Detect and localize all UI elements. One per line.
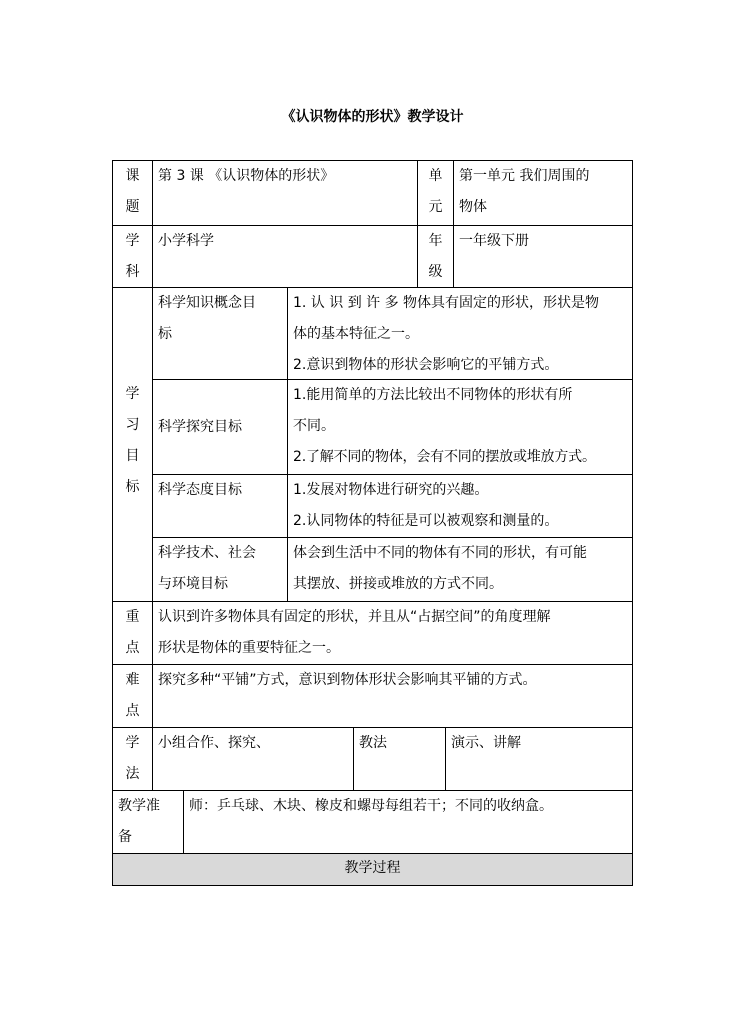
grade-value-cell <box>453 225 633 288</box>
inquiry-goal-item: 不同。 <box>293 418 335 434</box>
teach-method-value: 演示、讲解 <box>451 735 521 751</box>
difficulty-label-cell <box>112 664 153 728</box>
study-method-value: 小组合作、探究、 <box>158 735 270 751</box>
study-method-value-cell <box>152 727 354 791</box>
sts-goal-name-cell <box>152 537 288 602</box>
document-title: 《认识物体的形状》教学设计 <box>281 109 464 125</box>
attitude-goal-name: 科学态度目标 <box>158 482 242 498</box>
unit-value-cell <box>453 160 633 226</box>
key-point-line-2: 形状是物体的重要特征之一。 <box>158 640 340 656</box>
difficulty-value: 探究多种“平铺”方式，意识到物体形状会影响其平铺的方式。 <box>158 672 537 688</box>
goals-label-1: 学 <box>125 386 140 402</box>
lesson-value-cell <box>152 160 418 226</box>
lesson-label-1: 课 <box>125 168 140 184</box>
study-method-label-cell <box>112 727 153 791</box>
goals-label-2: 习 <box>125 417 140 433</box>
subject-label-1: 学 <box>125 233 140 249</box>
key-point-line-1: 认识到许多物体具有固定的形状，并且从“占据空间”的角度理解 <box>158 609 551 625</box>
goals-label-3: 目 <box>125 448 140 464</box>
inquiry-goal-name-cell <box>152 379 288 475</box>
unit-label-cell <box>417 160 454 226</box>
teach-method-value-cell <box>445 727 633 791</box>
unit-value-line-1: 第一单元 我们周围的 <box>459 168 590 184</box>
knowledge-goal-item: 体的基本特征之一。 <box>293 326 419 342</box>
attitude-goal-item: 1.发展对物体进行研究的兴趣。 <box>293 482 489 498</box>
sts-goal-name-1: 科学技术、社会 <box>158 545 256 561</box>
preparation-value: 师：乒乓球、木块、橡皮和螺母每组若干；不同的收纳盒。 <box>189 798 553 814</box>
grade-label-2: 级 <box>428 264 443 280</box>
goals-label-cell <box>112 287 153 602</box>
study-method-label-2: 法 <box>125 766 140 782</box>
inquiry-goal-name: 科学探究目标 <box>158 419 242 435</box>
lesson-value: 第 3 课 《认识物体的形状》 <box>158 168 335 184</box>
sts-goal-item: 体会到生活中不同的物体有不同的形状，有可能 <box>293 545 587 561</box>
key-point-value-cell <box>152 601 633 665</box>
difficulty-value-cell <box>152 664 633 728</box>
inquiry-goal-item: 2.了解不同的物体，会有不同的摆放或堆放方式。 <box>293 449 596 465</box>
preparation-label-1: 教学准 <box>118 798 160 814</box>
key-point-label-1: 重 <box>125 609 140 625</box>
lesson-label-2: 题 <box>125 199 140 215</box>
inquiry-goal-item: 1.能用简单的方法比较出不同物体的形状有所 <box>293 387 573 403</box>
knowledge-goal-item: 1. 认 识 到 许 多 物体具有固定的形状，形状是物 <box>293 295 600 311</box>
goals-label-4: 标 <box>125 479 140 495</box>
study-method-label-1: 学 <box>125 735 140 751</box>
knowledge-goal-name-2: 标 <box>158 326 172 342</box>
attitude-goal-name-cell <box>152 474 288 538</box>
knowledge-goal-name-cell <box>152 287 288 380</box>
knowledge-goal-item: 2.意识到物体的形状会影响它的平铺方式。 <box>293 357 559 373</box>
teach-method-label-cell <box>353 727 446 791</box>
subject-value-cell <box>152 225 418 288</box>
grade-label-1: 年 <box>428 233 443 249</box>
attitude-goal-item: 2.认同物体的特征是可以被观察和测量的。 <box>293 513 559 529</box>
preparation-value-cell <box>183 790 633 854</box>
key-point-label-cell <box>112 601 153 665</box>
knowledge-goal-items-cell <box>287 287 633 380</box>
unit-value-line-2: 物体 <box>459 199 487 215</box>
key-point-label-2: 点 <box>125 640 140 656</box>
inquiry-goal-items-cell <box>287 379 633 475</box>
process-header: 教学过程 <box>344 860 401 876</box>
preparation-label-2: 备 <box>118 829 132 845</box>
subject-value: 小学科学 <box>158 233 214 249</box>
unit-label-2: 元 <box>428 199 443 215</box>
sts-goal-items-cell <box>287 537 633 602</box>
grade-value: 一年级下册 <box>459 233 529 249</box>
attitude-goal-items-cell <box>287 474 633 538</box>
knowledge-goal-name-1: 科学知识概念目 <box>158 295 256 311</box>
difficulty-label-2: 点 <box>125 703 140 719</box>
subject-label-cell <box>112 225 153 288</box>
grade-label-cell <box>417 225 454 288</box>
lesson-label-cell <box>112 160 153 226</box>
teach-method-label: 教法 <box>359 735 387 751</box>
sts-goal-name-2: 与环境目标 <box>158 576 228 592</box>
process-header-cell <box>112 853 633 886</box>
subject-label-2: 科 <box>125 264 140 280</box>
difficulty-label-1: 难 <box>125 672 140 688</box>
unit-label-1: 单 <box>428 168 443 184</box>
sts-goal-item: 其摆放、拼接或堆放的方式不同。 <box>293 576 503 592</box>
preparation-label-cell <box>112 790 184 854</box>
